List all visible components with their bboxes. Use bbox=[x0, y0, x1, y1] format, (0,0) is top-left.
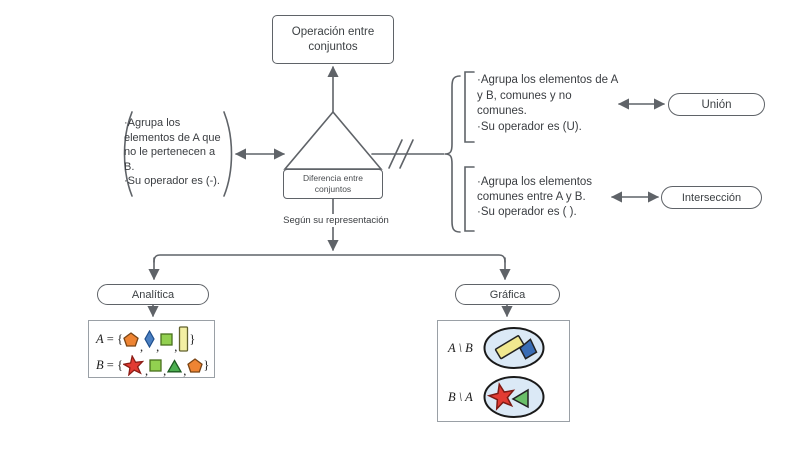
separator: , bbox=[144, 364, 149, 378]
pentagon-orange-icon bbox=[123, 332, 139, 347]
difference-note-line: no le pertenecen a bbox=[124, 146, 216, 159]
pentagon-orange-icon bbox=[187, 358, 203, 373]
union-note-line: y B, comunes y no bbox=[477, 89, 572, 102]
venn-ellipse-a-minus-b bbox=[482, 326, 546, 370]
set-b-row bbox=[96, 355, 214, 376]
analitica-pill bbox=[97, 284, 209, 305]
root-node-label-line2: conjuntos bbox=[308, 40, 358, 53]
intersection-note bbox=[477, 175, 625, 219]
venn-ellipse-b-minus-a bbox=[482, 375, 546, 419]
difference-label-line2: conjuntos bbox=[314, 184, 352, 194]
intersection-pill bbox=[661, 186, 762, 209]
curly-brace bbox=[445, 76, 460, 232]
b-minus-a-row bbox=[448, 375, 569, 419]
difference-label-line1: Diferencia entre bbox=[302, 173, 363, 183]
root-node-label-line1: Operación entre bbox=[291, 25, 375, 38]
intersection-note-line: ·Agrupa los elementos bbox=[477, 176, 593, 188]
set-a-close: } bbox=[189, 331, 196, 346]
separator: , bbox=[174, 340, 178, 354]
union-note bbox=[477, 73, 629, 135]
root-node bbox=[272, 15, 394, 64]
set-b-close: } bbox=[203, 358, 210, 372]
difference-note-line: elementos de A que bbox=[124, 131, 221, 144]
bracket-intersection-note bbox=[465, 167, 474, 231]
bracket-union-note bbox=[465, 72, 474, 142]
intersection-note-line: comunes entre A y B. bbox=[477, 190, 586, 203]
union-pill-label: Unión bbox=[701, 98, 732, 111]
a-minus-b-row bbox=[448, 326, 569, 370]
square-green-icon bbox=[160, 333, 173, 346]
grafica-box bbox=[437, 320, 570, 422]
analitica-pill-label: Analítica bbox=[131, 288, 175, 301]
diamond-blue-icon bbox=[144, 330, 155, 348]
union-note-line: comunes. bbox=[477, 105, 527, 118]
separator: , bbox=[156, 340, 160, 354]
difference-node bbox=[283, 169, 383, 199]
intersection-note-line: ·Su operador es ( ). bbox=[477, 205, 577, 218]
union-note-line: ·Su operador es (U). bbox=[477, 120, 582, 133]
set-b-open: = { bbox=[103, 358, 123, 372]
branch-line bbox=[154, 255, 505, 262]
difference-note-line: B. bbox=[124, 160, 135, 173]
intersection-pill-label: Intersección bbox=[681, 191, 742, 204]
set-a-row bbox=[96, 326, 214, 352]
grafica-pill bbox=[455, 284, 560, 305]
set-b-label: B bbox=[96, 358, 104, 372]
separator: , bbox=[139, 340, 144, 354]
separator: , bbox=[183, 364, 187, 378]
b-minus-a-label: B \ A bbox=[448, 389, 473, 404]
triangle-green-icon bbox=[167, 359, 182, 373]
union-pill bbox=[668, 93, 765, 116]
a-minus-b-label: A \ B bbox=[448, 340, 473, 355]
difference-note-line: ·Su operador es (-). bbox=[124, 175, 220, 188]
union-note-line: ·Agrupa los elementos de A bbox=[477, 74, 619, 86]
difference-note-line: ·Agrupa los bbox=[124, 117, 181, 129]
grafica-pill-label: Gráfica bbox=[489, 288, 526, 301]
star-red-icon bbox=[123, 355, 144, 376]
separator: , bbox=[163, 364, 167, 378]
difference-note bbox=[124, 116, 228, 189]
set-a-label: A bbox=[96, 331, 104, 346]
analitica-box bbox=[88, 320, 215, 378]
triangle-shape bbox=[285, 112, 381, 169]
square-green-icon bbox=[149, 359, 162, 372]
rectangle-yellow-icon bbox=[178, 326, 189, 352]
set-a-open: = { bbox=[103, 331, 123, 346]
branch-label: Según su representación bbox=[280, 214, 392, 227]
